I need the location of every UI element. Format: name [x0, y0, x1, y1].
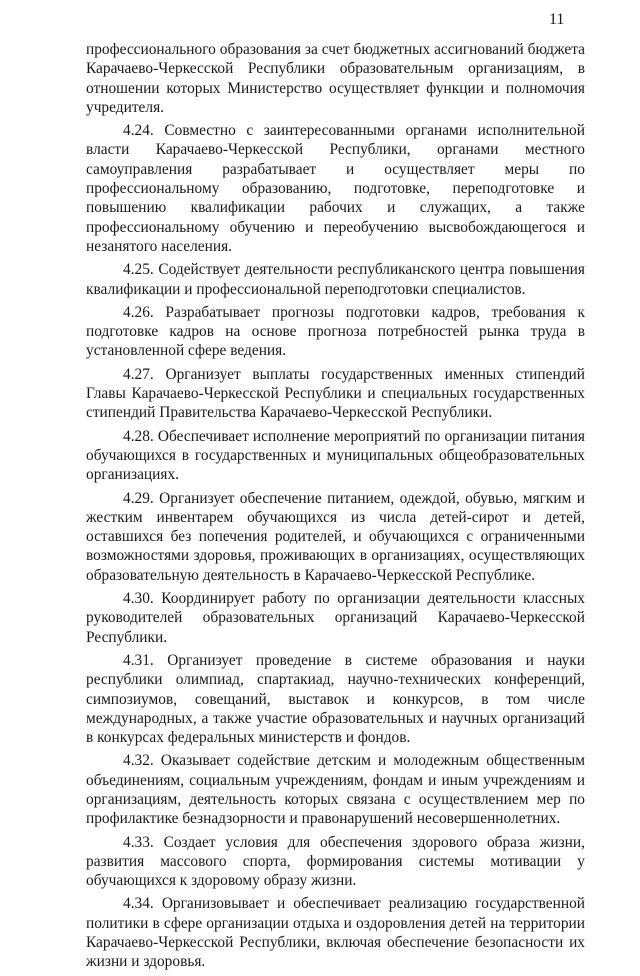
- page-number: 11: [549, 11, 565, 28]
- paragraph-4-34: 4.34. Организовывает и обеспечивает реализацию государственной политики в сфере организации отдыха и оздоровления детей на территории Карачаево-Черкесской Республики, включая обеспечение безопасности их жизни и здоровья.: [86, 895, 585, 971]
- paragraph-4-27: 4.27. Организует выплаты государственных именных стипендий Главы Карачаево-Черкесской Республики и специальных государственных стипендий Правительства Карачаево-Черкесской Республики.: [86, 365, 585, 422]
- document-body: [86, 40, 585, 976]
- paragraph-4-25: 4.25. Содействует деятельности республиканского центра повышения квалификации и профессиональной переподготовки специалистов.: [86, 261, 585, 298]
- paragraph-4-24: 4.24. Совместно с заинтересованными органами исполнительной власти Карачаево-Черкесской Республики, органами местного самоуправления разрабатывает и осуществляет меры по профессиональному образованию, подготовке, переподготовке и повышению квалификации рабочих и служащих, а также профессиональному обучению и переобучению высвобождающегося и незанятого населения.: [86, 122, 585, 255]
- paragraph-continuation: профессионального образования за счет бюджетных ассигнований бюджета Карачаево-Черкесской Республики образовательным организациям, в отношении которых Министерство осуществляет функции и полномочия учредителя.: [86, 41, 585, 116]
- paragraph-4-30: 4.30. Координирует работу по организации деятельности классных руководителей образовательных организаций Карачаево-Черкесской Республики.: [86, 590, 585, 646]
- paragraph-4-33: 4.33. Создает условия для обеспечения здорового образа жизни, развития массового спорта, формирования системы мотивации у обучающихся к здоровому образу жизни.: [86, 833, 585, 890]
- paragraph-4-32: 4.32. Оказывает содействие детским и молодежным общественным объединениям, социальным учреждениям, фондам и иным учреждениям и организациям, деятельность которых связана с осуществлением мер по профилактике безнадзорности и правонарушений несовершеннолетних.: [86, 752, 585, 828]
- paragraph-4-26: 4.26. Разрабатывает прогнозы подготовки кадров, требования к подготовке кадров на основе прогноза потребностей рынка труда в установленной сфере ведения.: [86, 303, 585, 360]
- paragraph-4-29: 4.29. Организует обеспечение питанием, одеждой, обувью, мягким и жестким инвентарем обучающихся из числа детей-сирот и детей, оставшихся без попечения родителей, и обучающихся с ограниченными возможностями здоровья, проживающих в организациях, осуществляющих образовательную деятельность в Карачаево-Черкесской Республике.: [86, 489, 585, 584]
- paragraph-4-28: 4.28. Обеспечивает исполнение мероприятий по организации питания обучающихся в государственных и муниципальных общеобразовательных организациях.: [86, 427, 585, 484]
- paragraph-4-31: 4.31. Организует проведение в системе образования и науки республики олимпиад, спартакиад, научно-технических конференций, симпозиумов, совещаний, выставок и конкурсов, в том числе международных, а также участие образовательных и научных организаций в конкурсах федеральных министерств и фондов.: [86, 651, 585, 747]
